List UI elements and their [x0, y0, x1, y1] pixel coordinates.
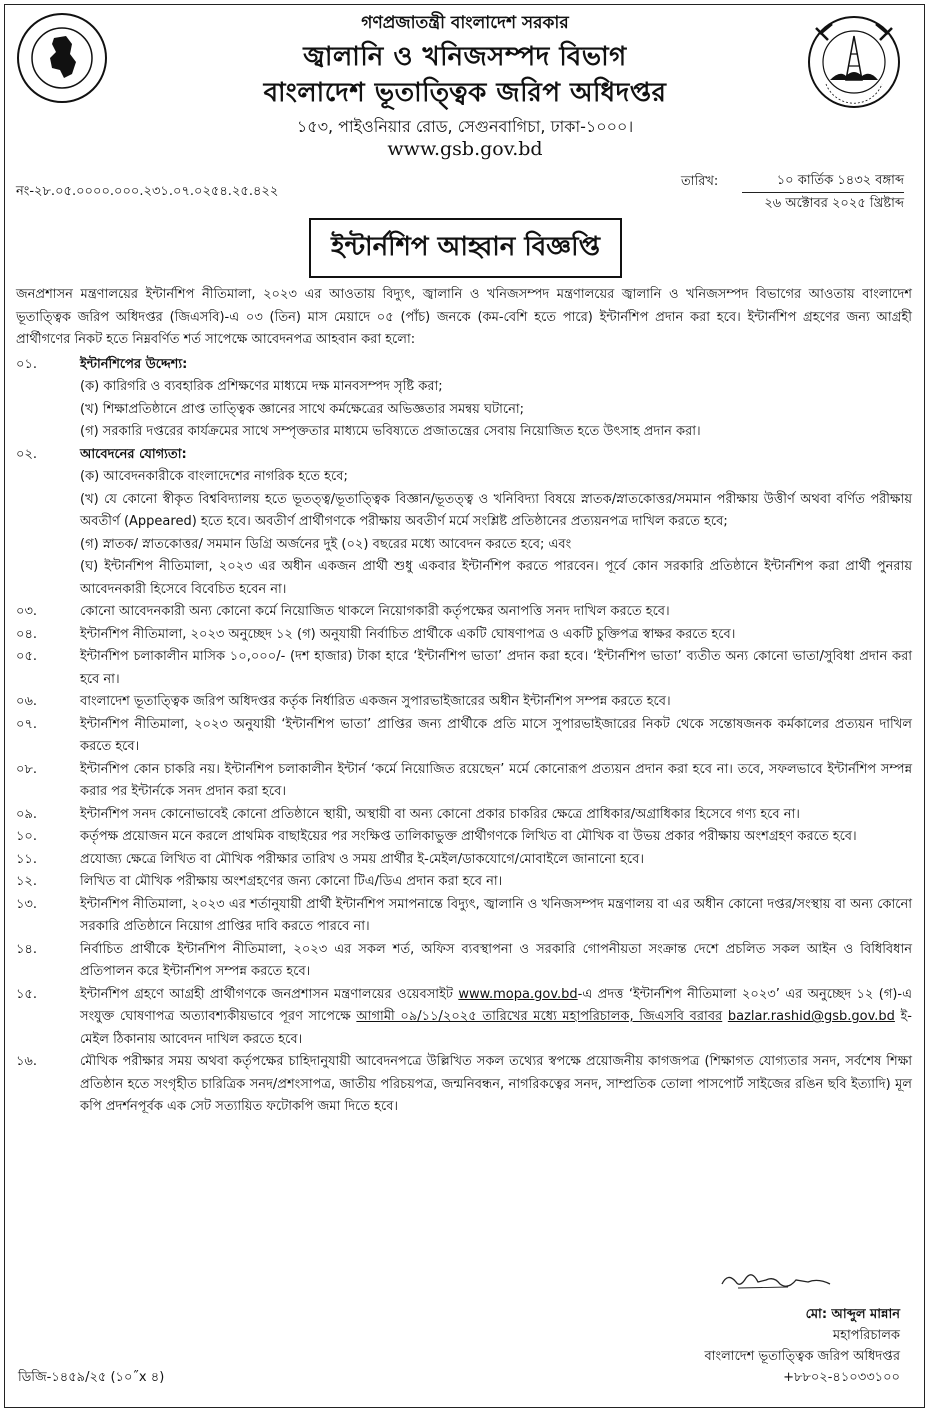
section-number: ০৮.: [16, 761, 38, 777]
section-02: [16, 444, 912, 602]
section-heading: ইন্টার্নশিপের উদ্দেশ্য:: [80, 356, 188, 372]
section-text: ইন্টার্নশিপ চলাকালীন মাসিক ১০,০০০/- (দশ হাজার) টাকা হারে ‘ইন্টার্নশিপ ভাতা’ প্রদান করা হবে। ‘ইন্টার্নশিপ ভাতা’ ব্যতীত অন্য কোনো ভাতা/সুবিধা প্রদান করা হবে না।: [80, 649, 912, 687]
intro-paragraph: জনপ্রশাসন মন্ত্রণালয়ের ইন্টার্নশিপ নীতিমালা, ২০২৩ এর আওতায় বিদ্যুৎ, জ্বালানি ও খনিজসম্পদ মন্ত্রণালয়ের জ্বালানি ও খনিজসম্পদ বিভাগের আওতায় বাংলাদেশ ভূতাত্ত্বিক জরিপ অধিদপ্তর (জিএসবি)-এ ০৩ (তিন) মাস মেয়াদে ০৫ (পাঁচ) জনকে (কম-বেশি হতে পারে) ইন্টার্নশিপ প্রদান করা হবে। ইন্টার্নশিপ গ্রহণের জন্য আগ্রহী প্রার্থীগণের নিকট হতে নিম্নবর্ণিত শর্ত সাপেক্ষে আবেদনপত্র আহবান করা হলো:: [16, 287, 912, 347]
signatory-office: বাংলাদেশ ভূতাত্ত্বিক জরিপ অধিদপ্তর: [704, 1349, 900, 1364]
section-text: কর্তৃপক্ষ প্রয়োজন মনে করলে প্রাথমিক বাছাইয়ের পর সংক্ষিপ্ত তালিকাভুক্ত প্রার্থীগণকে লিখিত বা মৌখিক বা উভয় প্রকার পরীক্ষায় অংশগ্রহণ করতে হবে।: [80, 829, 857, 844]
section-number: ০১.: [16, 356, 38, 372]
application-email-link[interactable]: bazlar.rashid@gsb.gov.bd: [727, 1009, 895, 1024]
section-text: বাংলাদেশ ভূতাত্ত্বিক জরিপ অধিদপ্তর কর্তৃক নির্ধারিত একজন সুপারভাইজারের অধীন ইন্টার্নশিপ সম্পন্ন করতে হবে।: [80, 694, 671, 709]
section-12: [16, 871, 912, 894]
section-15: [16, 984, 912, 1052]
section-08: [16, 759, 912, 804]
section-number: ০৯.: [16, 806, 38, 822]
section-number: ০২.: [16, 446, 38, 462]
section-number: ১২.: [16, 874, 38, 889]
header-government: গণপ্রজাতন্ত্রী বাংলাদেশ সরকার: [361, 13, 569, 33]
gsb-logo-icon: [806, 14, 902, 110]
section-text: ইন্টার্নশিপ নীতিমালা, ২০২৩ অনুযায়ী ‘ইন্টার্নশিপ ভাতা’ প্রাপ্তির জন্য প্রার্থীকে প্রতি মাসে সুপারভাইজারের নিকট থেকে সন্তোষজনক কর্মকালের প্রত্যয়ন দাখিল করতে হবে।: [80, 716, 912, 754]
section-text: ইন্টার্নশিপ কোন চাকরি নয়। ইন্টার্নশিপ চলাকালীন ইন্টার্ন ‘কর্মে নিয়োজিত রয়েছেন’ মর্মে কোনোরূপ প্রত্যয়ন প্রদান করা হবে না। তবে, সফলভাবে ইন্টার্নশিপ সম্পন্ন করার পর ইন্টার্নকে সনদ প্রদান করা হবে।: [80, 761, 912, 799]
notice-body: [16, 284, 912, 1119]
section-text: কোনো আবেদনকারী অন্য কোনো কর্মে নিয়োজিত থাকলে নিয়োগকারী কর্তৃপক্ষের অনাপত্তি সনদ দাখিল করতে হবে।: [80, 604, 670, 619]
section-09: [16, 804, 912, 827]
section-text: প্রযোজ্য ক্ষেত্রে লিখিত বা মৌখিক পরীক্ষার তারিখ ও সময় প্রার্থীর ই-মেইল/ডাকযোগে/মোবাইলে জানানো হবে।: [80, 851, 644, 867]
section-11: [16, 849, 912, 872]
memo-date-english: ২৬ অক্টোবর ২০২৫ খ্রিষ্টাব্দ: [764, 196, 904, 211]
section-05: [16, 646, 912, 691]
section-06: [16, 691, 912, 714]
section-16: [16, 1051, 912, 1119]
section-01: [16, 354, 912, 444]
signatory-block: [600, 1304, 900, 1388]
list-item: (গ) স্নাতক/ স্নাতকোত্তর/ সমমান ডিগ্রি অর্জনের দুই (০২) বছরের মধ্যে আবেদন করতে হবে; এবং: [80, 536, 572, 552]
section-number: ০৪.: [16, 626, 38, 642]
section-number: ১০.: [16, 829, 38, 844]
section-10: [16, 826, 912, 849]
memo-reference-number: নং-২৮.০৫.০০০০.০০০.২৩১.০৭.০২৫৪.২৫.৪২২: [16, 184, 279, 199]
section-number: ০৬.: [16, 694, 38, 709]
mopa-website-link[interactable]: www.mopa.gov.bd: [458, 986, 578, 1002]
section-13: [16, 894, 912, 939]
section-text: ইন্টার্নশিপ নীতিমালা, ২০২৩ অনুচ্ছেদ ১২ (গ) অনুযায়ী নির্বাচিত প্রার্থীকে একটি ঘোষণাপত্র ও একটি চুক্তিপত্র স্বাক্ষর করতে হবে।: [80, 626, 736, 642]
section-number: ১৬.: [16, 1054, 38, 1069]
section-07: [16, 714, 912, 759]
list-item: (খ) শিক্ষাপ্রতিষ্ঠানে প্রাপ্ত তাত্ত্বিক জ্ঞানের সাথে কর্মক্ষেত্রের অভিজ্ঞতার সমন্বয় ঘটানো;: [80, 401, 524, 417]
section-text: নির্বাচিত প্রার্থীকে ইন্টার্নশিপ নীতিমালা, ২০২৩ এর সকল শর্ত, অফিস ব্যবস্থাপনা ও সরকারি গোপনীয়তা সংক্রান্ত দেশে প্রচলিত সকল আইন ও বিধিবিধান প্রতিপালন করে ইন্টার্নশিপ সম্পন্ন করতে হবে।: [80, 941, 912, 979]
bangladesh-govt-seal-icon: [16, 12, 108, 104]
list-item: (ঘ) ইন্টার্নশিপ নীতিমালা, ২০২৩ এর অধীন একজন প্রার্থী শুধু একবার ইন্টার্নশিপ করতে পারবেন। পূর্বে কোন সরকারি প্রতিষ্ঠানে ইন্টার্নশিপ করা প্রার্থী পুনরায় আবেদনকারী হিসেবে বিবেচিত হবেন না।: [80, 559, 912, 597]
signatory-designation: মহাপরিচালক: [832, 1328, 900, 1343]
list-item: (গ) সরকারি দপ্তরের কার্যক্রমের সাথে সম্পৃক্ততার মাধ্যমে ভবিষ্যতে প্রজাতন্ত্রের সেবায় নিয়োজিত হতে উৎসাহ প্রদান করা।: [80, 424, 701, 439]
section-15-text-part2: -এ প্রদত্ত ‘ইন্টার্নশিপ নীতিমালা ২০২৩’ এর অনুচ্ছেদ ১২ (গ)-এ সংযুক্ত ঘোষণাপত্র অত্যাবশ্যকীয়ভাবে পূরণ সাপেক্ষে: [80, 986, 912, 1024]
header-division: জ্বালানি ও খনিজসম্পদ বিভাগ: [303, 42, 627, 72]
memo-date: [732, 170, 904, 215]
signatory-name: মো: আব্দুল মান্নান: [805, 1307, 900, 1322]
section-14: [16, 939, 912, 984]
list-item: (ক) কারিগরি ও ব্যবহারিক প্রশিক্ষণের মাধ্যমে দক্ষ মানবসম্পদ সৃষ্টি করা;: [80, 379, 443, 394]
section-text: মৌখিক পরীক্ষার সময় অথবা কর্তৃপক্ষের চাহিদানুযায়ী আবেদনপত্রে উল্লিখিত সকল তথ্যের স্বপক্ষে প্রয়োজনীয় কাগজপত্র (শিক্ষাগত যোগ্যতার সনদ, সর্বশেষ শিক্ষা প্রতিষ্ঠান হতে সংগৃহীত চারিত্রিক সনদ/প্রশংসাপত্র, জাতীয় পরিচয়পত্র, জন্মনিবন্ধন, নাগরিকত্বের সনদ, সাম্প্রতিক তোলা পাসপোর্ট সাইজের রঙিন ছবি ইত্যাদি) মূল কপি প্রদর্শনপূর্বক এক সেট সত্যায়িত ফটোকপি জমা দিতে হবে।: [80, 1054, 912, 1114]
notice-title-wrapper: [0, 218, 931, 278]
memo-date-label: তারিখ:: [681, 174, 719, 189]
section-number: ০৩.: [16, 604, 38, 619]
header-website: www.gsb.gov.bd: [387, 138, 543, 160]
section-15-text-part1: ইন্টার্নশিপ গ্রহণে আগ্রহী প্রার্থীগণকে জনপ্রশাসন মন্ত্রণালয়ের ওয়েবসাইট: [80, 986, 459, 1002]
header-department: বাংলাদেশ ভূতাত্ত্বিক জরিপ অধিদপ্তর: [263, 78, 667, 108]
section-number: ০৫.: [16, 649, 38, 664]
memo-date-bangla: ১০ কার্তিক ১৪৩২ বঙ্গাব্দ: [776, 173, 904, 188]
section-15-text-part3: ই-মেইল ঠিকানায় আবেদন দাখিল করতে হবে।: [80, 1009, 912, 1047]
section-number: ১৪.: [16, 941, 38, 957]
signatory-phone: +৮৮০২-৪১০৩৩১০০: [783, 1370, 900, 1385]
section-number: ১১.: [16, 851, 38, 867]
section-number: ১৫.: [16, 986, 38, 1002]
signature-icon: [718, 1268, 838, 1294]
list-item: (খ) যে কোনো স্বীকৃত বিশ্ববিদ্যালয় হতে ভূতত্ত্ব/ভূতাত্ত্বিক বিজ্ঞান/ভূতত্ত্ব ও খনিবিদ্যা বিষয়ে স্নাতক/স্নাতকোত্তর/সমমান পরীক্ষায় উত্তীর্ণ অথবা বর্ণিত পরীক্ষায় অবতীর্ণ (Appeared) হতে হবে। অবতীর্ণ প্রার্থীগণকে পরীক্ষায় অবতীর্ণ মর্মে সংশ্লিষ্ট প্রতিষ্ঠানের প্রত্যয়নপত্র দাখিল করতে হবে;: [80, 491, 912, 529]
list-item: (ক) আবেদনকারীকে বাংলাদেশের নাগরিক হতে হবে;: [80, 469, 348, 484]
section-text: ইন্টার্নশিপ সনদ কোনোভাবেই কোনো প্রতিষ্ঠানে স্থায়ী, অস্থায়ী বা অন্য কোনো প্রকার চাকরির ক্ষেত্রে প্রাধিকার/অগ্রাধিকার হিসেবে গণ্য হবে না।: [80, 806, 800, 822]
dg-reference-code: ডিজি-১৪৫৯/২৫ (১০˝x ৪): [18, 1370, 165, 1385]
section-03: [16, 601, 912, 624]
section-number: ০৭.: [16, 716, 38, 732]
section-04: [16, 624, 912, 647]
header-address: ১৫৩, পাইওনিয়ার রোড, সেগুনবাগিচা, ঢাকা-১০০০।: [296, 117, 634, 136]
section-text: [80, 984, 912, 1052]
section-text: লিখিত বা মৌখিক পরীক্ষায় অংশগ্রহণের জন্য কোনো টিএ/ডিএ প্রদান করা হবে না।: [80, 874, 503, 889]
section-number: ১৩.: [16, 896, 38, 912]
section-heading: আবেদনের যোগ্যতা:: [80, 446, 187, 462]
notice-title: ইন্টার্নশিপ আহ্বান বিজ্ঞপ্তি: [309, 218, 622, 278]
application-deadline: আগামী ০৯/১১/২০২৫ তারিখের মধ্যে মহাপরিচালক, জিএসবি বরাবর: [356, 1009, 723, 1024]
section-text: ইন্টার্নশিপ নীতিমালা, ২০২৩ এর শর্তানুযায়ী প্রার্থী ইন্টার্নশিপ সমাপনান্তে বিদ্যুৎ, জ্বালানি ও খনিজসম্পদ মন্ত্রণালয় বা এর অধীন কোনো দপ্তর/সংস্থায় বা অন্য কোনো সরকারি প্রতিষ্ঠানে নিয়োগ প্রাপ্তির দাবি করতে পারবে না।: [80, 896, 912, 934]
